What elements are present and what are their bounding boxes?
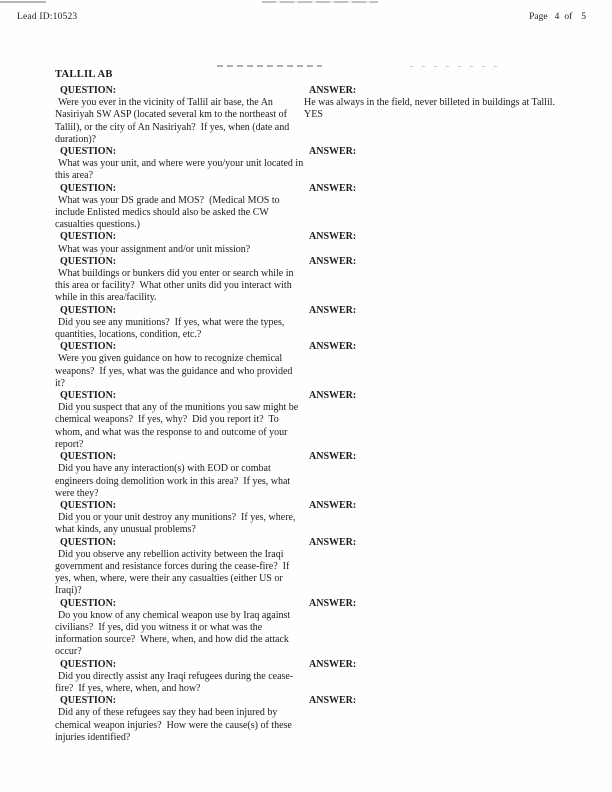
question-text: Did you observe any rebellion activity between the Iraqi government and resistance forces during the cease-fire? If yes, when, where, were their any casualties (either US or Iraqi)? xyxy=(55,548,292,597)
page-word: Page xyxy=(529,12,548,22)
scan-artifact-divider xyxy=(217,65,322,67)
question-text: What was your unit, and where were you/your unit located in this area? xyxy=(55,158,306,182)
qa-block xyxy=(55,659,585,696)
question-label: QUESTION: xyxy=(60,182,117,194)
qa-block xyxy=(55,537,585,598)
question-text: Did you directly assist any Iraqi refugees during the cease-fire? If yes, where, when, and how? xyxy=(55,670,294,694)
question-text: Were you given guidance on how to recognize chemical weapons? If yes, what was the guidance and who provided it? xyxy=(55,353,295,389)
section-title: TALLIL AB xyxy=(55,69,113,80)
answer-label: ANSWER: xyxy=(309,695,357,707)
qa-block xyxy=(55,231,585,255)
page-number: 4 xyxy=(554,12,560,22)
answer-label: ANSWER: xyxy=(309,451,357,463)
question-text: What buildings or bunkers did you enter or search while in this area or facility? What other units did you interact with while in this area/facility. xyxy=(55,268,296,304)
answer-label: ANSWER: xyxy=(309,658,357,670)
scan-artifact-divider-right xyxy=(410,66,505,67)
question-label: QUESTION: xyxy=(60,597,117,609)
qa-block xyxy=(55,85,585,146)
answer-label: ANSWER: xyxy=(309,499,357,511)
answer-label: ANSWER: xyxy=(309,597,357,609)
question-label: QUESTION: xyxy=(60,390,117,402)
answer-label: ANSWER: xyxy=(309,536,357,548)
qa-block xyxy=(55,451,585,500)
question-label: QUESTION: xyxy=(60,304,117,316)
question-text: Did you see any munitions? If yes, what were the types, quantities, locations, condition, etc.? xyxy=(55,316,287,341)
question-text: Did you or your unit destroy any munitions? If yes, where, what kinds, any unusual problems? xyxy=(55,512,298,536)
page-indicator xyxy=(529,12,586,22)
question-text: What was your assignment and/or unit mission? xyxy=(58,243,251,255)
question-label: QUESTION: xyxy=(60,341,117,353)
question-text: Did you suspect that any of the munitions you saw might be chemical weapons? If yes, why? Did you report it? To whom, and what was the response to and outcome of your report? xyxy=(55,402,301,450)
answer-label: ANSWER: xyxy=(309,182,357,194)
question-label: QUESTION: xyxy=(60,536,117,548)
answer-label: ANSWER: xyxy=(309,304,357,316)
question-label: QUESTION: xyxy=(60,451,117,463)
question-text: What was your DS grade and MOS? (Medical MOS to include Enlisted medics should also be asked the CW casualties questions.) xyxy=(55,194,283,231)
question-text: Did you have any interaction(s) with EOD or combat engineers doing demolition work in this area? If yes, what were they? xyxy=(55,463,293,499)
qa-block xyxy=(55,500,585,537)
question-label: QUESTION: xyxy=(60,658,117,670)
answer-label: ANSWER: xyxy=(309,390,357,402)
scan-artifact-top-center xyxy=(262,1,378,3)
of-word: of xyxy=(564,12,573,22)
question-label: QUESTION: xyxy=(60,255,117,267)
answer-label: ANSWER: xyxy=(309,231,357,243)
answer-text: He was always in the field, never billeted in buildings at Tallil. YES xyxy=(304,97,558,121)
total-pages: 5 xyxy=(581,12,586,22)
scan-artifact-top-left xyxy=(0,1,46,3)
question-label: QUESTION: xyxy=(60,85,117,96)
question-label: QUESTION: xyxy=(60,695,117,707)
question-text: Do you know of any chemical weapon use by Iraq against civilians? If yes, did you witness it or what was the information source? Where, when, and how did the attack occur? xyxy=(55,609,293,658)
qa-block xyxy=(55,341,585,390)
answer-label: ANSWER: xyxy=(309,146,357,158)
qa-block xyxy=(55,146,585,183)
question-label: QUESTION: xyxy=(60,499,117,511)
qa-block xyxy=(55,598,585,659)
qa-block xyxy=(55,256,585,305)
qa-block xyxy=(55,390,585,451)
lead-id: Lead ID:10523 xyxy=(17,12,78,22)
qa-block xyxy=(55,695,585,744)
qa-block xyxy=(55,183,585,232)
answer-label: ANSWER: xyxy=(309,341,357,353)
question-label: QUESTION: xyxy=(60,146,117,158)
qa-block xyxy=(55,305,585,342)
answer-label: ANSWER: xyxy=(309,255,357,267)
question-label: QUESTION: xyxy=(60,231,117,243)
question-text: Did any of these refugees say they had been injured by chemical weapon injuries? How were the cause(s) of these injuries identified? xyxy=(55,707,295,743)
answer-label: ANSWER: xyxy=(309,85,357,96)
question-text: Were you ever in the vicinity of Tallil air base, the An Nasiriyah SW ASP (located several km to the northeast of Tallil), or the city of An Nasiriyah? If yes, when (date and duration)? xyxy=(55,97,292,145)
content-area xyxy=(55,68,585,744)
qa-list xyxy=(55,85,585,744)
